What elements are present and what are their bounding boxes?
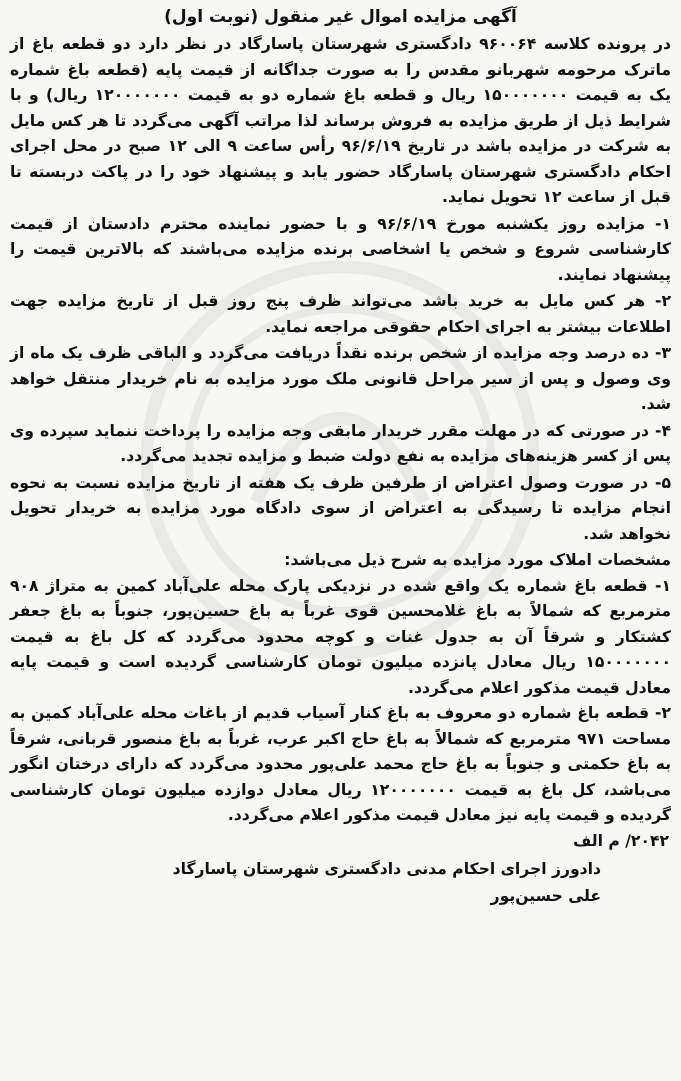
condition-4: ۴- در صورتی که در مهلت مقرر خریدار مابقی وجه مزایده را پرداخت ننماید سپرده وی پس از کسر هزینه‌های مزایده به نفع دولت ضبط و مزایده تجدید می‌گردد.	[10, 421, 671, 465]
property-2: ۲- قطعه باغ شماره دو معروف به باغ کنار آسیاب قدیم از باغات محله علی‌آباد کمین به مساحت ۹۷۱ مترمربع که شمالاً به باغ حاج اکبر عرب، غرباً به باغ منصور قربانی، شرقاً به باغ حکمتی و جنوباً به باغ حاج محمد علی‌پور محدود می‌گردد که دارای درختان انگور می‌باشد، کل باغ به قیمت ۱۲۰۰۰۰۰۰۰ ریال معادل دوازده میلیون تومان کارشناسی گردیده و قیمت پایه نیز معادل قیمت مذکور اعلام می‌گردد.	[10, 704, 671, 824]
condition-5: ۵- در صورت وصول اعتراض از طرفین ظرف یک هفته از تاریخ مزایده نسبت به نحوه انجام مزایده تا رسیدگی به اعتراض از سوی دادگاه مورد مزایده به خریدار تحویل نخواهد شد.	[10, 473, 671, 543]
signature-name: علی حسین‌پور	[490, 886, 601, 905]
condition-2: ۲- هر کس مایل به خرید باشد می‌تواند ظرف پنج روز قبل از تاریخ مزایده جهت اطلاعات بیشتر به اجرای احکام حقوقی مراجعه نماید.	[10, 292, 671, 336]
signature-title: دادورز اجرای احکام مدنی دادگستری شهرستان پاسارگاد	[172, 859, 601, 878]
condition-3: ۳- ده درصد وجه مزایده از شخص برنده نقداً دریافت می‌گردد و الباقی ظرف یک ماه از وی وصول و پس از سیر مراحل قانونی ملک مورد مزایده به نام خریدار منتقل خواهد شد.	[10, 344, 671, 413]
reference-number: ۲۰۴۲/ م الف	[573, 831, 669, 850]
condition-1: ۱- مزایده روز یکشنبه مورخ ۹۶/۶/۱۹ و با حضور نماینده محترم دادستان از قیمت کارشناسی شروع و شخص یا اشخاصی برنده مزایده می‌باشند که بالاترین قیمت را پیشنهاد نمایند.	[10, 214, 671, 284]
signature-block	[10, 856, 671, 910]
intro-paragraph: در پرونده کلاسه ۹۶۰۰۶۴ دادگستری شهرستان پاسارگاد در نظر دارد دو قطعه باغ از ماترک مرحومه شهربانو مقدس را به صورت جداگانه از قیمت پایه (قطعه باغ شماره یک به قیمت ۱۵۰۰۰۰۰۰۰ ریال و قطعه باغ شماره دو به قیمت ۱۲۰۰۰۰۰۰۰ ریال) و با شرایط ذیل از طریق مزایده به فروش برساند لذا مراتب آگهی می‌گردد تا هر کس مایل به شرکت در مزایده باشد در تاریخ ۹۶/۶/۱۹ رأس ساعت ۹ الی ۱۲ صبح در محل اجرای احکام دادگستری شهرستان پاسارگاد حضور یابد و پیشنهاد خود را در پاکت دربسته تا قبل از ساعت ۱۲ تحویل نماید.	[10, 35, 671, 206]
property-1: ۱- قطعه باغ شماره یک واقع شده در نزدیکی پارک محله علی‌آباد کمین به متراژ ۹۰۸ مترمربع که شمالاً به باغ غلامحسین قوی غرباً به باغ حسین‌پور، جنوباً به باغ جعفر کشتکار و شرقاً آن به جدول غنات و کوچه محدود می‌گردد که کل باغ به قیمت ۱۵۰۰۰۰۰۰۰ ریال معادل پانزده میلیون تومان کارشناسی گردیده است و قیمت پایه معادل قیمت مذکور اعلام می‌گردد.	[10, 576, 671, 697]
notice-title: آگهی مزایده اموال غیر منقول (نوبت اول)	[164, 7, 517, 27]
property-heading: مشخصات املاک مورد مزایده به شرح ذیل می‌باشد:	[284, 551, 671, 569]
